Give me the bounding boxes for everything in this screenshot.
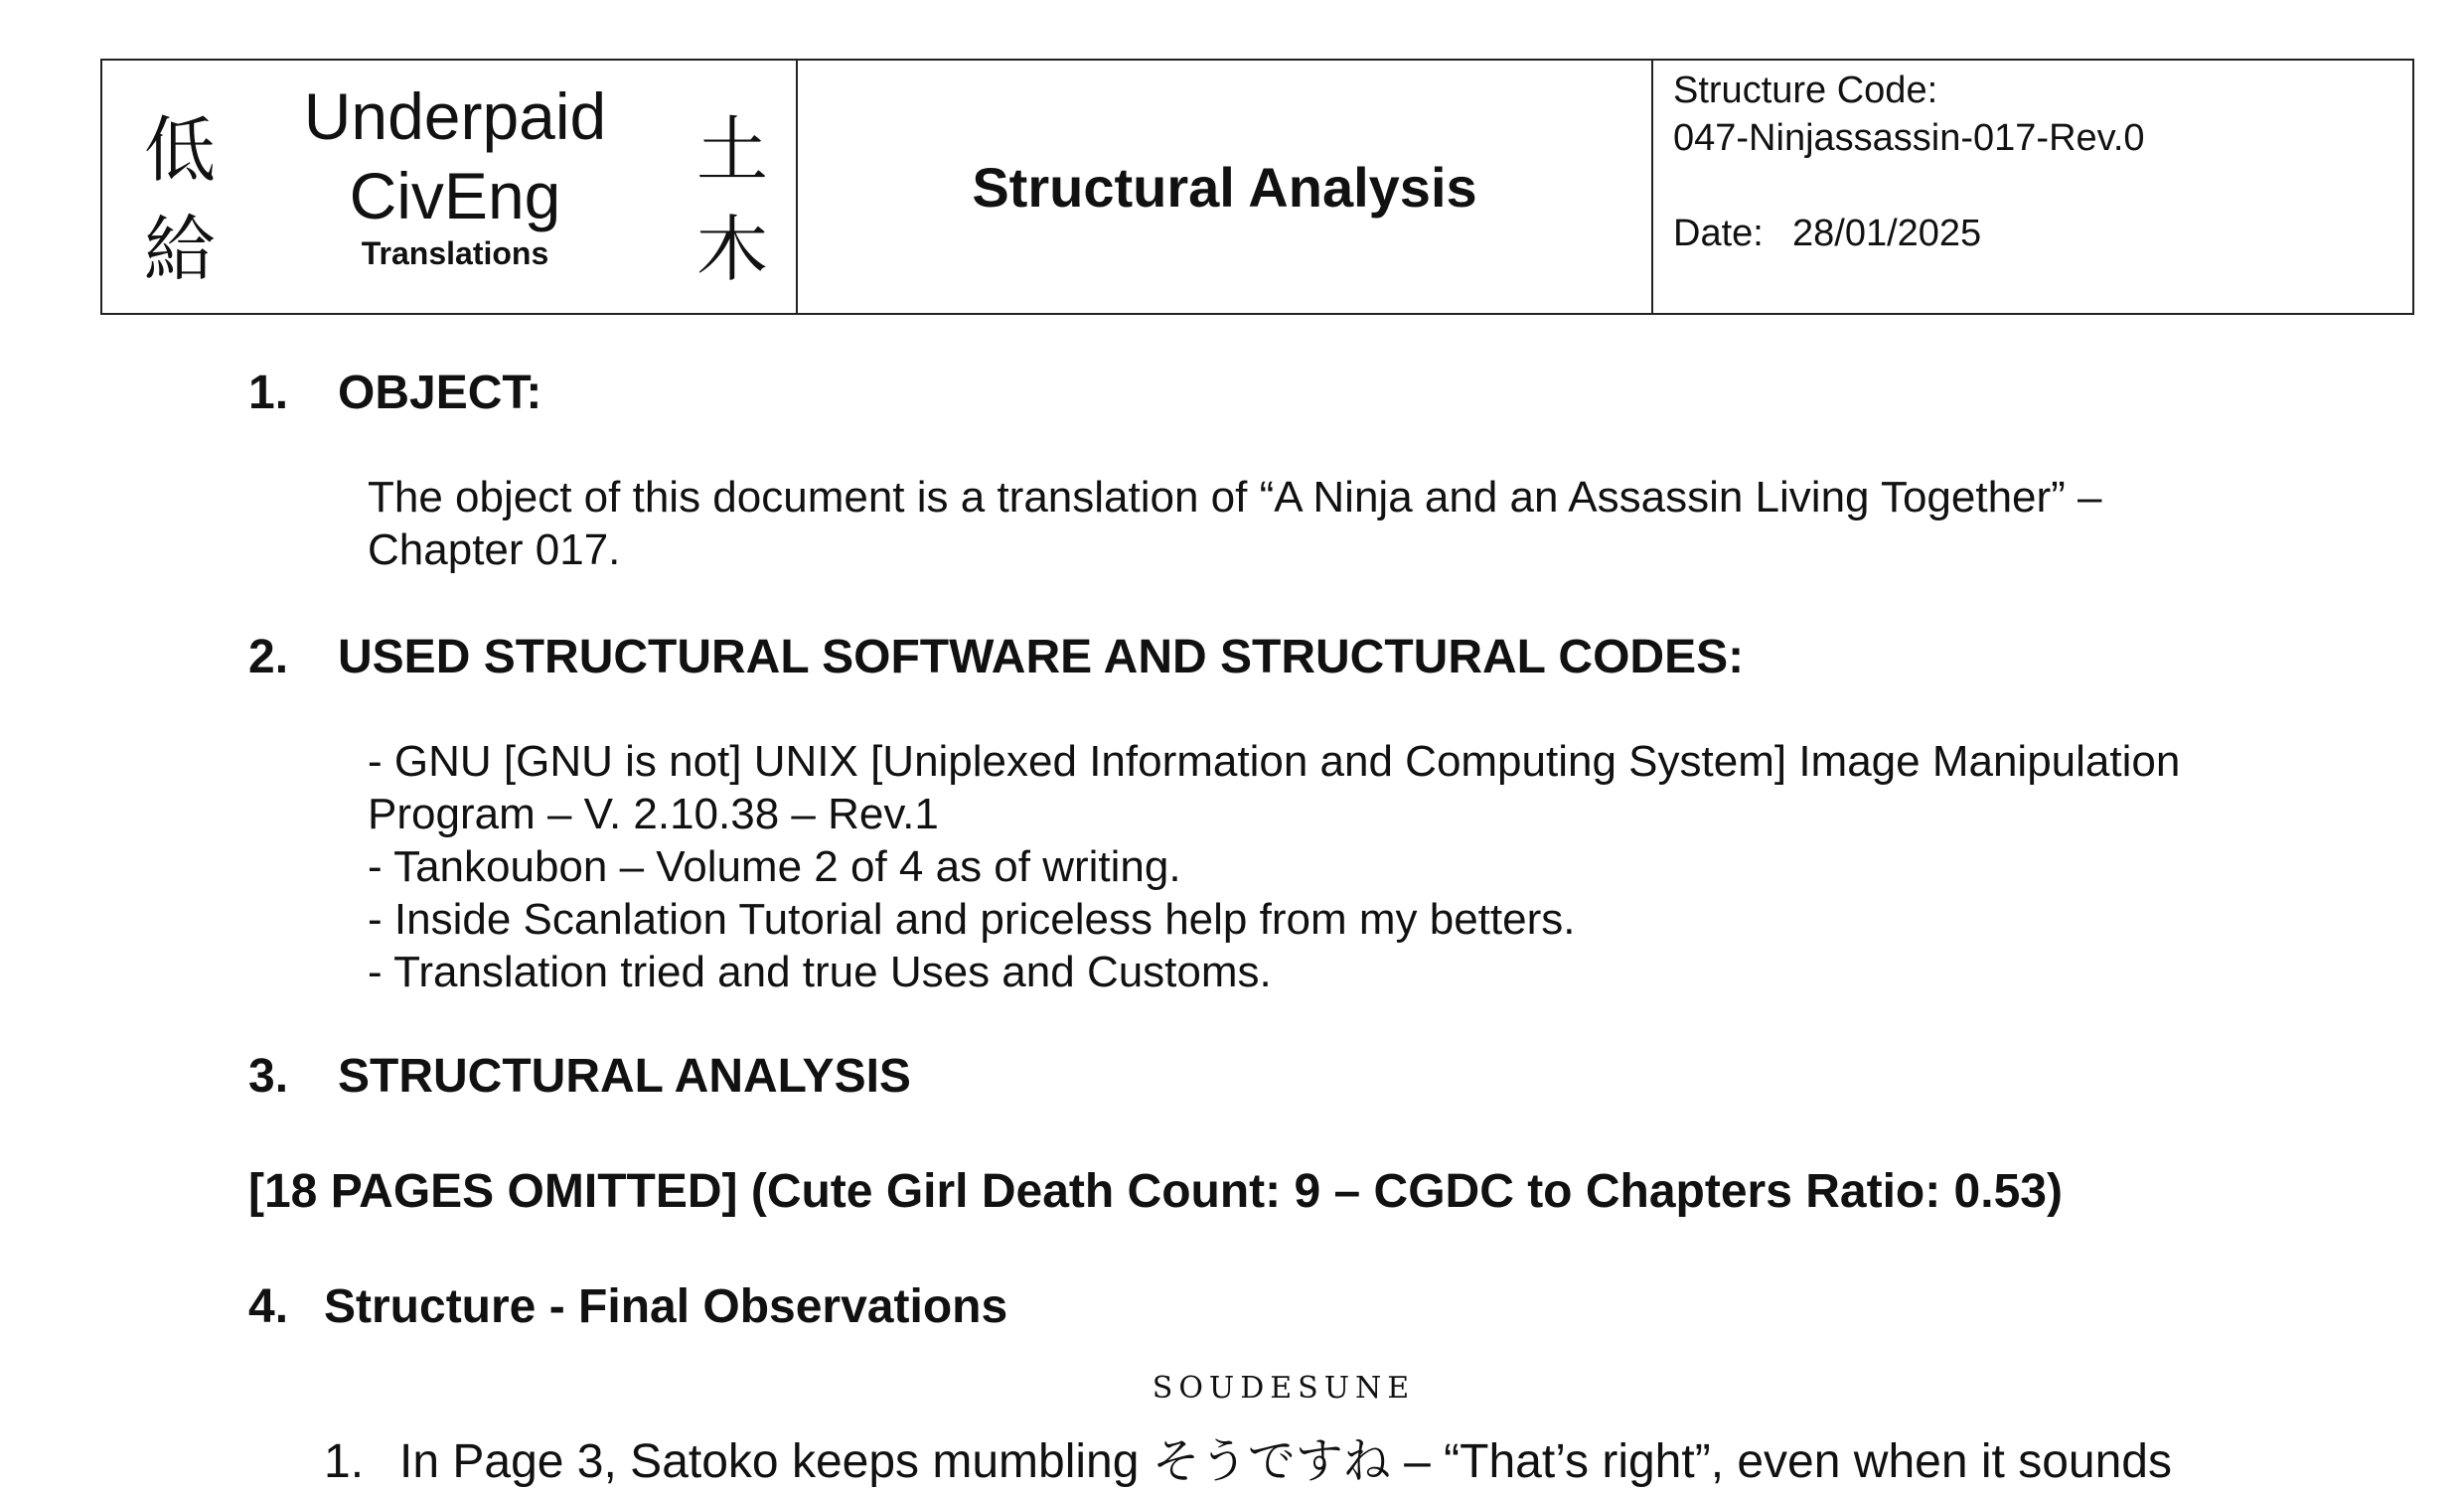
romaji-ruby: SOUDESUNE: [1152, 1371, 1416, 1406]
list-item: Program – V. 2.10.38 – Rev.1: [368, 790, 939, 838]
omitted-pages-note: [18 PAGES OMITTED] (Cute Girl Death Count: 9 – CGDC to Chapters Ratio: 0.53): [248, 1165, 2063, 1218]
japanese-term: [1152, 1371, 1416, 1491]
date-value: 28/01/2025: [1792, 213, 1982, 254]
japanese-text: そうですね: [1152, 1433, 1391, 1489]
section-number: 3.: [248, 1050, 289, 1103]
meta-info: [1673, 67, 2145, 257]
section-number: 4.: [248, 1280, 289, 1333]
document-title: Structural Analysis: [972, 155, 1477, 219]
list-item: - Tankoubon – Volume 2 of 4 as of writing.: [368, 842, 1181, 891]
section-title: STRUCTURAL ANALYSIS: [338, 1050, 911, 1103]
item-number: 1.: [324, 1435, 365, 1488]
section-title: Structure - Final Observations: [324, 1280, 1008, 1333]
logo-kanji-left: [140, 100, 220, 299]
structure-code-label: Structure Code:: [1673, 70, 1938, 111]
meta-spacer: [1673, 162, 2145, 210]
section-title: USED STRUCTURAL SOFTWARE AND STRUCTURAL CODES:: [338, 631, 1745, 683]
section-3-heading: [248, 1049, 911, 1104]
logo-kanji: 給: [143, 208, 216, 291]
meta-block: [1653, 61, 2412, 313]
logo-block: [102, 61, 798, 313]
logo-line-1: Underpaid: [303, 79, 607, 153]
section-2-body: [368, 735, 2305, 998]
title-block: [798, 61, 1653, 313]
observation-item: [324, 1371, 2172, 1491]
logo-line-2: CivEng: [349, 159, 561, 232]
structure-code-value: 047-Ninjassassin-017-Rev.0: [1673, 117, 2145, 159]
section-2-heading: [248, 630, 1744, 684]
section-number: 2.: [248, 631, 289, 683]
logo-line-3: Translations: [361, 235, 549, 271]
item-text-after: – “That’s right”, even when it sounds: [1390, 1435, 2172, 1488]
logo-kanji: 木: [695, 208, 768, 291]
item-text-before: In Page 3, Satoko keeps mumbling: [399, 1435, 1153, 1488]
list-item: - GNU [GNU is not] UNIX [Uniplexed Information and Computing System] Image Manipulation: [368, 737, 2181, 786]
section-number: 1.: [248, 367, 289, 419]
logo-wordmark: [231, 76, 679, 271]
section-1-body: [368, 471, 2305, 576]
date-row: [1673, 210, 2145, 257]
logo-kanji: 土: [695, 108, 768, 192]
list-item: - Translation tried and true Uses and Customs.: [368, 948, 1272, 996]
document-header: [100, 59, 2414, 315]
body-line: Chapter 017.: [368, 525, 621, 574]
section-4-heading: [248, 1279, 1007, 1334]
date-label: Date:: [1673, 213, 1764, 254]
logo-kanji: 低: [143, 108, 216, 192]
section-title: OBJECT:: [338, 367, 542, 419]
section-1-heading: [248, 366, 541, 420]
logo-kanji-right: [693, 100, 772, 299]
list-item: - Inside Scanlation Tutorial and priceless help from my betters.: [368, 895, 1576, 944]
body-line: The object of this document is a translation of “A Ninja and an Assassin Living Together” –: [368, 473, 2102, 522]
